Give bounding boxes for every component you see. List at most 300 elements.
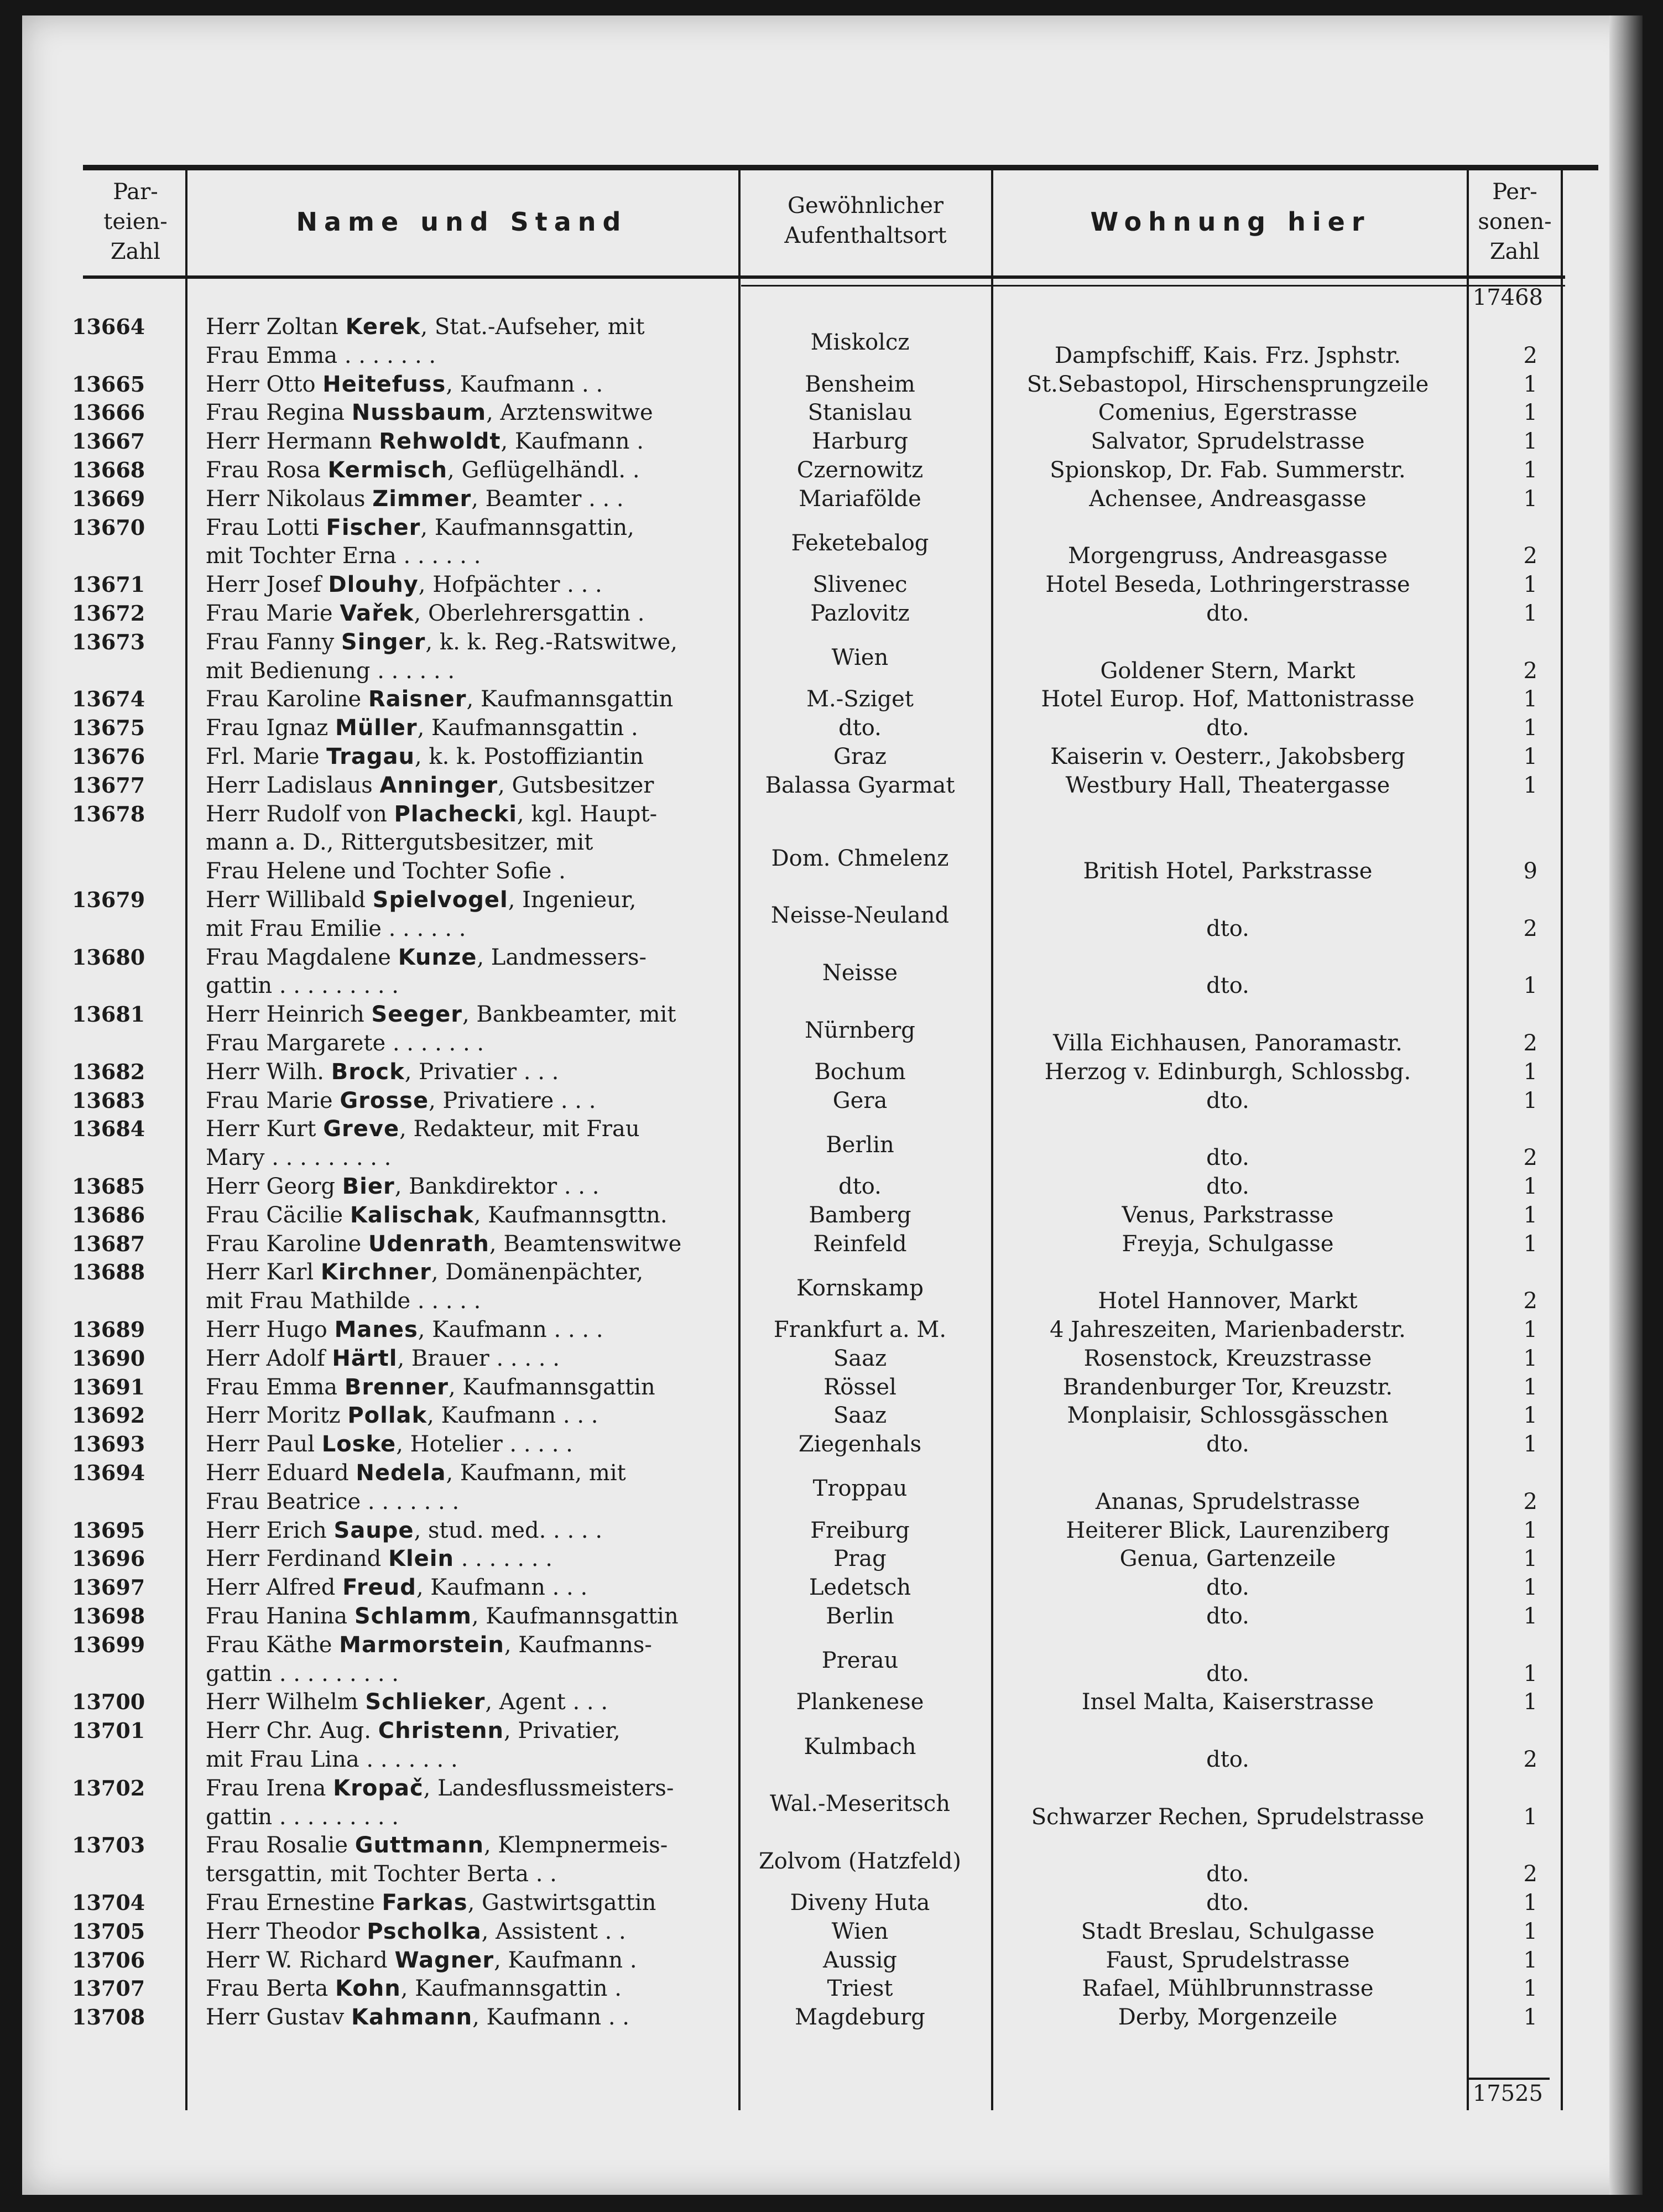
name-text: Herr Zoltan — [206, 314, 346, 340]
entry-person-count: 1 — [1523, 1087, 1537, 1113]
occupation-text: , Kaufmann . . — [446, 371, 603, 397]
entry-address: Brandenburger Tor, Kreuzstr. — [1062, 1374, 1393, 1400]
carry-over-total: 17468 — [1472, 285, 1543, 310]
entry-address: Derby, Morgenzeile — [1118, 2005, 1338, 2031]
name-text: Herr Otto — [206, 371, 323, 397]
entry-name-line — [206, 2005, 737, 2030]
surname: Rehwoldt — [379, 429, 501, 455]
entry-address: Kaiserin v. Oesterr., Jakobsberg — [1050, 744, 1405, 769]
entry-number: 13693 — [72, 1432, 145, 1457]
entry-address: St.Sebastopol, Hirschensprungzeile — [1026, 371, 1429, 397]
surname: Zimmer — [372, 486, 472, 512]
entry-number: 13672 — [72, 601, 145, 626]
surname: Müller — [335, 715, 418, 741]
entry-name-line — [206, 1059, 737, 1085]
name-text: Frau Rosalie — [206, 1833, 355, 1859]
entry-place: Zolvom (Hatzfeld) — [759, 1848, 961, 1874]
entry-number: 13691 — [72, 1374, 145, 1399]
entry-address: dto. — [1206, 1575, 1249, 1601]
name-text: Frl. Marie — [206, 744, 327, 769]
header-number — [88, 177, 183, 267]
entry-place: Saaz — [833, 1345, 887, 1371]
entry-number: 13685 — [72, 1174, 145, 1199]
entry-place: Magdeburg — [795, 2005, 925, 2031]
name-text: Herr Hermann — [206, 429, 379, 455]
entry-person-count: 1 — [1523, 1918, 1537, 1944]
occupation-text: , Kaufmannsgattin, — [420, 514, 634, 540]
occupation-text: , k. k. Postoffiziantin — [414, 744, 644, 769]
entry-name-line — [206, 457, 737, 483]
entry-name-line — [206, 1460, 737, 1486]
surname: Kirchner — [320, 1259, 431, 1285]
occupation-text: , Kaufmann . . — [472, 2005, 629, 2031]
name-text: Herr Adolf — [206, 1345, 332, 1371]
name-text: Frau Karoline — [206, 686, 368, 712]
entry-name-line — [206, 1518, 737, 1543]
entry-number: 13673 — [72, 629, 145, 654]
entry-address: Monplaisir, Schlossgässchen — [1067, 1403, 1389, 1429]
occupation-text: , Privatiere . . . — [429, 1087, 596, 1113]
surname: Heitefuss — [322, 371, 446, 397]
entry-name-line — [206, 1489, 737, 1514]
entry-place: M.-Sziget — [806, 686, 914, 712]
entry-number: 13675 — [72, 715, 145, 741]
entry-number: 13674 — [72, 686, 145, 712]
name-text: Herr W. Richard — [206, 1947, 395, 1973]
header-number-line: Par- — [113, 179, 158, 205]
surname: Seeger — [371, 1002, 462, 1028]
entry-name-line — [206, 916, 737, 941]
entry-place: Bochum — [814, 1059, 906, 1085]
entry-person-count: 1 — [1523, 1231, 1537, 1257]
entry-name-line — [206, 945, 737, 970]
final-total: 17525 — [1472, 2081, 1543, 2106]
name-text: Mary . . . . . . . . . — [206, 1145, 392, 1171]
entry-address: Morgengruss, Andreasgasse — [1068, 543, 1388, 569]
entry-person-count: 9 — [1523, 858, 1537, 884]
entry-person-count: 1 — [1523, 486, 1537, 512]
occupation-text: , Privatier, — [504, 1718, 621, 1744]
surname: Brenner — [344, 1374, 449, 1400]
entry-name-line — [206, 1088, 737, 1113]
entry-name-line — [206, 343, 737, 368]
entry-number: 13702 — [72, 1775, 145, 1800]
entry-name-line — [206, 314, 737, 340]
entry-place: Prerau — [821, 1648, 899, 1674]
entry-address: Venus, Parkstrasse — [1122, 1202, 1334, 1228]
surname: Grosse — [340, 1087, 429, 1113]
entry-address: Villa Eichhausen, Panoramastr. — [1053, 1030, 1403, 1056]
name-text: Frau Marie — [206, 601, 340, 626]
name-text: tersgattin, mit Tochter Berta . . — [206, 1861, 557, 1887]
occupation-text: , Brauer . . . . . — [397, 1345, 560, 1371]
header-persons — [1469, 177, 1561, 267]
entry-person-count: 1 — [1523, 1546, 1537, 1572]
entry-name-line — [206, 1804, 737, 1830]
entry-name-line — [206, 429, 737, 454]
entry-person-count: 2 — [1523, 1747, 1537, 1772]
name-text: Frau Hanina — [206, 1604, 355, 1629]
occupation-text: , stud. med. . . . . — [414, 1517, 603, 1543]
entry-name-line — [206, 1259, 737, 1285]
name-text: Herr Wilh. — [206, 1059, 331, 1085]
entry-number: 13692 — [72, 1403, 145, 1428]
occupation-text: , Bankbeamter, mit — [462, 1002, 676, 1028]
entry-place: Bensheim — [805, 371, 915, 397]
entry-number: 13690 — [72, 1345, 145, 1371]
occupation-text: , Landmessers- — [477, 944, 647, 970]
entry-address: dto. — [1206, 1861, 1249, 1887]
occupation-text: , kgl. Haupt- — [517, 801, 658, 827]
entry-number: 13704 — [72, 1890, 145, 1915]
entry-number: 13679 — [72, 887, 145, 912]
header-number-line: teien- — [103, 209, 168, 235]
column-divider-2 — [738, 169, 741, 2110]
entry-person-count: 1 — [1523, 686, 1537, 712]
occupation-text: , Kaufmann . — [494, 1947, 637, 1973]
name-text: Frau Ignaz — [206, 715, 336, 741]
entry-number: 13665 — [72, 371, 145, 397]
name-text: Herr Erich — [206, 1517, 334, 1543]
entry-address: Herzog v. Edinburgh, Schlossbg. — [1044, 1059, 1411, 1085]
name-text: Frau Emma — [206, 1374, 345, 1400]
name-text: Herr Heinrich — [206, 1002, 372, 1028]
entry-place: Berlin — [826, 1132, 894, 1158]
entry-name-line — [206, 1002, 737, 1027]
header-place — [741, 191, 990, 251]
entry-place: Ziegenhals — [798, 1432, 922, 1458]
entry-name-line — [206, 1288, 737, 1314]
surname: Bier — [342, 1174, 395, 1199]
entry-name-line — [206, 486, 737, 512]
header-rule — [83, 275, 1565, 279]
occupation-text: , Kaufmann . . . — [416, 1575, 588, 1601]
entry-number: 13667 — [72, 429, 145, 454]
surname: Saupe — [333, 1517, 414, 1543]
occupation-text: , Stat.-Aufseher, mit — [420, 314, 645, 340]
entry-place: Wal.-Meseritsch — [769, 1791, 950, 1817]
entry-name-line — [206, 601, 737, 626]
entry-address: dto. — [1206, 915, 1249, 941]
entry-address: dto. — [1206, 1747, 1249, 1772]
entry-place: Gera — [832, 1087, 888, 1113]
occupation-text: , Oberlehrersgattin . — [414, 601, 645, 626]
entry-person-count: 2 — [1523, 658, 1537, 684]
entry-name-line — [206, 858, 737, 884]
entry-address: British Hotel, Parkstrasse — [1083, 858, 1373, 884]
entry-address: Comenius, Egerstrasse — [1098, 400, 1358, 426]
name-text: Frau Karoline — [206, 1231, 368, 1257]
entry-place: Wien — [831, 645, 889, 671]
name-text: Herr Alfred — [206, 1575, 343, 1601]
entry-place: Neisse — [822, 960, 898, 986]
occupation-text: , Kaufmann, mit — [446, 1460, 626, 1486]
name-text: Frau Margarete . . . . . . . — [206, 1030, 484, 1056]
entry-place: Neisse-Neuland — [770, 903, 950, 929]
entry-name-line — [206, 1661, 737, 1687]
name-text: Frau Beatrice . . . . . . . — [206, 1488, 460, 1514]
entry-place: Graz — [833, 744, 887, 769]
surname: Härtl — [332, 1345, 398, 1371]
entry-person-count: 1 — [1523, 2005, 1537, 2031]
entry-place: dto. — [838, 1174, 882, 1199]
surname: Dlouhy — [328, 572, 419, 598]
name-text: mit Frau Mathilde . . . . . — [206, 1288, 481, 1314]
entry-person-count: 1 — [1523, 457, 1537, 483]
entry-number: 13698 — [72, 1604, 145, 1628]
entry-name-line — [206, 1747, 737, 1772]
entry-person-count: 1 — [1523, 400, 1537, 426]
entry-number: 13668 — [72, 457, 145, 482]
entry-address: Dampfschiff, Kais. Frz. Jsphstr. — [1055, 342, 1401, 368]
entry-person-count: 1 — [1523, 1604, 1537, 1629]
entry-place: Frankfurt a. M. — [773, 1317, 947, 1342]
entry-address: Rafael, Mühlbrunnstrasse — [1082, 1976, 1374, 2002]
total-rule — [1467, 2078, 1550, 2080]
header-persons-line: sonen- — [1478, 209, 1552, 235]
surname: Plachecki — [394, 801, 517, 827]
occupation-text: , Kaufmannsgattin — [448, 1374, 655, 1400]
surname: Nussbaum — [351, 400, 487, 426]
entry-place: Plankenese — [796, 1689, 924, 1715]
occupation-text: , Agent . . . — [485, 1689, 608, 1715]
entry-name-line — [206, 1375, 737, 1400]
entry-number: 13706 — [72, 1947, 145, 1972]
entry-person-count: 1 — [1523, 1374, 1537, 1400]
entry-place: Miskolcz — [810, 330, 910, 356]
entry-address: Rosenstock, Kreuzstrasse — [1083, 1345, 1372, 1371]
name-text: gattin . . . . . . . . . — [206, 973, 399, 999]
entry-person-count: 1 — [1523, 1345, 1537, 1371]
entry-name-line — [206, 1890, 737, 1916]
occupation-text: , Landesflussmeisters- — [423, 1775, 674, 1801]
surname: Kunze — [398, 944, 477, 970]
entry-person-count: 1 — [1523, 973, 1537, 999]
entry-address: dto. — [1206, 973, 1249, 999]
entry-number: 13681 — [72, 1002, 145, 1027]
surname: Schlamm — [354, 1604, 472, 1629]
entry-number: 13666 — [72, 400, 145, 425]
book-binding — [1609, 15, 1643, 2195]
entry-place: Bamberg — [809, 1202, 911, 1228]
entry-name-line — [206, 1919, 737, 1944]
entry-number: 13677 — [72, 772, 145, 798]
occupation-text: , Kaufmannsgattin . — [417, 715, 638, 741]
surname: Udenrath — [368, 1231, 489, 1257]
entry-address: Hotel Europ. Hof, Mattonistrasse — [1041, 686, 1415, 712]
entry-name-line — [206, 773, 737, 798]
entry-place: Berlin — [826, 1604, 894, 1629]
entry-person-count: 2 — [1523, 915, 1537, 941]
entry-place: Triest — [827, 1976, 893, 2002]
entry-name-line — [206, 1976, 737, 2001]
entry-address: Heiterer Blick, Laurenziberg — [1066, 1517, 1390, 1543]
entry-address: 4 Jahreszeiten, Marienbaderstr. — [1050, 1317, 1406, 1342]
name-text: Frau Magdalene — [206, 944, 398, 970]
occupation-text: , Redakteur, mit Frau — [399, 1116, 640, 1142]
entry-address: Spionskop, Dr. Fab. Summerstr. — [1050, 457, 1406, 483]
entry-number: 13699 — [72, 1632, 145, 1657]
entry-name-line — [206, 1346, 737, 1371]
entry-name-line — [206, 1317, 737, 1342]
occupation-text: , Kaufmannsgattin — [466, 686, 674, 712]
occupation-text: . . . . . . . — [454, 1546, 553, 1572]
entry-person-count: 2 — [1523, 1488, 1537, 1514]
entry-number: 13671 — [72, 572, 145, 597]
entry-person-count: 1 — [1523, 1174, 1537, 1199]
entry-address: Hotel Hannover, Markt — [1098, 1288, 1358, 1314]
entry-name-line — [206, 1948, 737, 1973]
entry-person-count: 2 — [1523, 1861, 1537, 1887]
entry-name-line — [206, 658, 737, 684]
occupation-text: , Arztenswitwe — [486, 400, 653, 426]
entry-address: dto. — [1206, 1145, 1249, 1171]
entry-name-line — [206, 1231, 737, 1257]
surname: Kahmann — [351, 2005, 473, 2031]
occupation-text: , Bankdirektor . . . — [394, 1174, 599, 1199]
entry-number: 13701 — [72, 1718, 145, 1743]
entry-number: 13694 — [72, 1460, 145, 1485]
entry-name-line — [206, 515, 737, 540]
entry-name-line — [206, 1689, 737, 1715]
name-text: gattin . . . . . . . . . — [206, 1661, 399, 1687]
entry-person-count: 1 — [1523, 1575, 1537, 1601]
entry-person-count: 1 — [1523, 429, 1537, 455]
entry-number: 13688 — [72, 1259, 145, 1285]
entry-address: dto. — [1206, 601, 1249, 626]
surname: Guttmann — [355, 1833, 484, 1859]
surname: Greve — [323, 1116, 400, 1142]
entry-place: Czernowitz — [796, 457, 924, 483]
name-text: Frau Berta — [206, 1976, 336, 2002]
name-text: mann a. D., Rittergutsbesitzer, mit — [206, 830, 593, 856]
occupation-text: , Kaufmann . . . . — [418, 1317, 603, 1342]
surname: Singer — [341, 629, 426, 655]
entry-person-count: 1 — [1523, 1432, 1537, 1458]
occupation-text: , Beamtenswitwe — [489, 1231, 682, 1257]
entry-address: Ananas, Sprudelstrasse — [1095, 1488, 1360, 1514]
entry-number: 13678 — [72, 801, 145, 826]
occupation-text: , Klempnermeis- — [483, 1833, 668, 1859]
entry-number: 13687 — [72, 1231, 145, 1256]
entry-name-line — [206, 1403, 737, 1428]
occupation-text: , Gastwirtsgattin — [467, 1890, 656, 1916]
name-text: Herr Ladislaus — [206, 772, 380, 798]
surname: Pscholka — [367, 1918, 482, 1944]
entry-person-count: 2 — [1523, 1145, 1537, 1171]
entry-name-line — [206, 1174, 737, 1199]
entry-number: 13697 — [72, 1575, 145, 1600]
entry-place: Aussig — [822, 1947, 898, 1973]
entry-number: 13686 — [72, 1202, 145, 1227]
surname: Spielvogel — [372, 887, 508, 913]
entry-number: 13684 — [72, 1116, 145, 1142]
entry-person-count: 1 — [1523, 1317, 1537, 1342]
entry-place: Nürnberg — [805, 1017, 915, 1043]
surname: Brock — [331, 1059, 405, 1085]
occupation-text: , Geflügelhändl. . — [447, 457, 640, 483]
entry-person-count: 1 — [1523, 715, 1537, 741]
name-text: Herr Rudolf von — [206, 801, 394, 827]
name-text: Herr Eduard — [206, 1460, 356, 1486]
header-place-line: Aufenthaltsort — [784, 223, 947, 248]
entry-person-count: 1 — [1523, 572, 1537, 598]
entry-person-count: 1 — [1523, 1059, 1537, 1085]
entry-place: Slivenec — [812, 572, 908, 598]
entry-person-count: 2 — [1523, 543, 1537, 569]
column-divider-1 — [185, 169, 187, 2110]
entry-number: 13676 — [72, 744, 145, 769]
surname: Kropač — [333, 1775, 424, 1801]
entry-name-line — [206, 1030, 737, 1056]
entry-number: 13669 — [72, 486, 145, 511]
surname: Kerek — [345, 314, 421, 340]
name-text: Herr Moritz — [206, 1403, 348, 1429]
occupation-text: , Ingenieur, — [508, 887, 637, 913]
entry-place: Mariafölde — [799, 486, 921, 512]
name-text: Herr Josef — [206, 572, 329, 598]
header-number-line: Zahl — [110, 239, 161, 264]
name-text: Frau Regina — [206, 400, 352, 426]
entry-place: Pazlovitz — [810, 601, 910, 626]
entry-name-line — [206, 1718, 737, 1743]
entry-place: Freiburg — [810, 1517, 910, 1543]
name-text: Herr Hugo — [206, 1317, 335, 1342]
entry-address: dto. — [1206, 715, 1249, 741]
entry-place: Rössel — [823, 1374, 896, 1400]
entry-person-count: 2 — [1523, 342, 1537, 368]
name-text: Herr Karl — [206, 1259, 321, 1285]
name-text: Frau Rosa — [206, 457, 328, 483]
entry-name-line — [206, 1604, 737, 1629]
surname: Raisner — [368, 686, 467, 712]
name-text: Herr Chr. Aug. — [206, 1718, 378, 1744]
entry-person-count: 1 — [1523, 1403, 1537, 1429]
entry-address: Schwarzer Rechen, Sprudelstrasse — [1031, 1804, 1425, 1830]
entry-person-count: 1 — [1523, 1890, 1537, 1916]
name-text: Frau Irena — [206, 1775, 333, 1801]
name-text: Herr Paul — [206, 1432, 322, 1458]
surname: Farkas — [382, 1890, 468, 1916]
column-divider-5 — [1561, 169, 1563, 2110]
entry-name-line — [206, 686, 737, 712]
surname: Marmorstein — [339, 1632, 504, 1658]
entry-name-line — [206, 1546, 737, 1571]
entry-name-line — [206, 543, 737, 569]
surname: Christenn — [378, 1718, 504, 1744]
name-text: Herr Kurt — [206, 1116, 324, 1142]
header-persons-line: Zahl — [1489, 239, 1540, 264]
entry-place: Reinfeld — [813, 1231, 907, 1257]
entry-person-count: 1 — [1523, 772, 1537, 798]
entry-name-line — [206, 1776, 737, 1801]
entry-person-count: 1 — [1523, 1202, 1537, 1228]
entry-person-count: 2 — [1523, 1288, 1537, 1314]
surname: Anninger — [379, 772, 498, 798]
entry-person-count: 1 — [1523, 1976, 1537, 2002]
entry-name-line — [206, 973, 737, 998]
entry-number: 13682 — [72, 1059, 145, 1084]
entry-name-line — [206, 1203, 737, 1228]
entry-number: 13689 — [72, 1317, 145, 1342]
name-text: Frau Lotti — [206, 514, 326, 540]
entry-name-line — [206, 572, 737, 597]
name-text: Frau Marie — [206, 1087, 340, 1113]
entry-place: Harburg — [812, 429, 908, 455]
name-text: Frau Emma . . . . . . . — [206, 342, 436, 368]
entry-address: Faust, Sprudelstrasse — [1106, 1947, 1350, 1973]
entry-address: Genua, Gartenzeile — [1119, 1546, 1336, 1572]
